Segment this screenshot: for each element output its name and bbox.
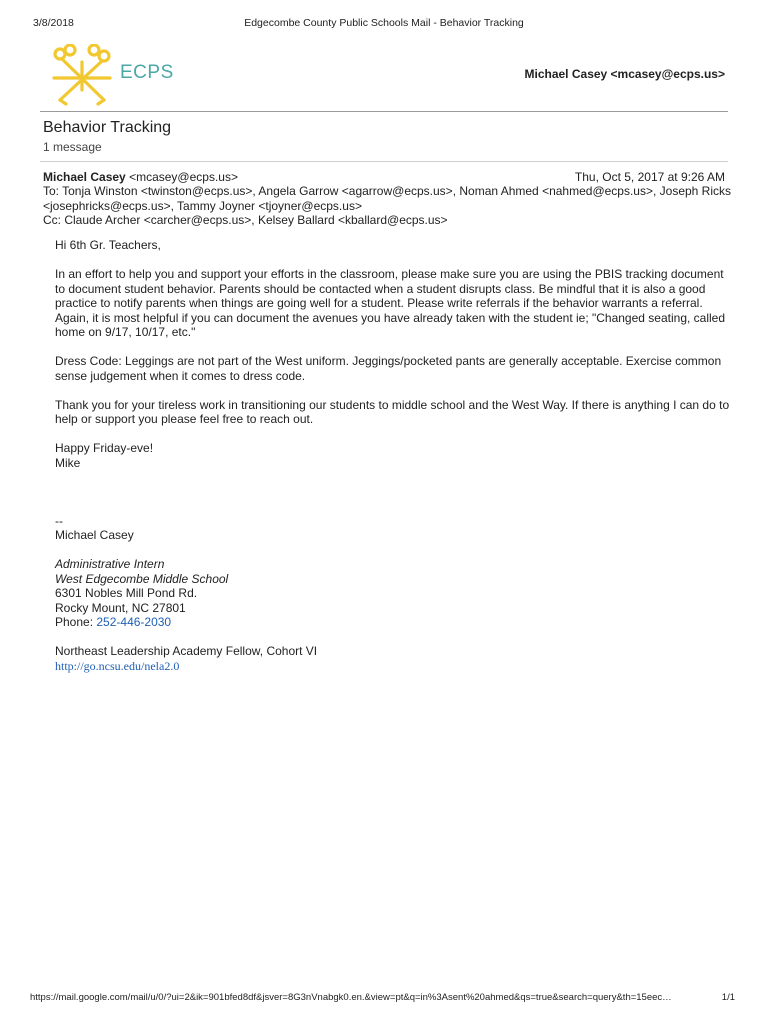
- greeting: Hi 6th Gr. Teachers,: [55, 238, 161, 252]
- thread-subject: Behavior Tracking: [43, 119, 172, 136]
- signature-school: West Edgecombe Middle School: [55, 571, 229, 586]
- nela-link[interactable]: http://go.ncsu.edu/nela2.0: [55, 658, 180, 673]
- signature-title: Administrative Intern: [55, 557, 165, 571]
- subject-divider: [40, 161, 728, 162]
- ecps-logo: [46, 44, 176, 106]
- recipients-to: To: Tonja Winston <twinston@ecps.us>, Angela Garrow <agarrow@ecps.us>, Noman Ahmed <nahmed@ecps.us>, Joseph Ricks <josephricks@ecps.us>, Tammy Joyner <tjoyner@ecps.us>: [43, 184, 732, 213]
- sender-email: <mcasey@ecps.us>: [129, 170, 238, 184]
- sign-off: Mike: [55, 455, 81, 470]
- print-title: Edgecombe County Public Schools Mail - Behavior Tracking: [244, 17, 524, 29]
- signature-address-line1: 6301 Nobles Mill Pond Rd.: [55, 586, 198, 600]
- signature-name: Michael Casey: [55, 528, 134, 542]
- signature-separator: --: [55, 513, 63, 528]
- account-identity: Michael Casey <mcasey@ecps.us>: [524, 67, 725, 81]
- paragraph-thanks: Thank you for your tireless work in transitioning our students to middle school and the West Way. If there is anything I can do to help or support you please feel free to reach out.: [55, 397, 730, 426]
- closing: Happy Friday-eve!: [55, 441, 154, 455]
- print-date: 3/8/2018: [33, 17, 74, 29]
- sender-name: Michael Casey: [43, 170, 126, 184]
- message-date: Thu, Oct 5, 2017 at 9:26 AM: [574, 170, 725, 184]
- recipients-cc: Cc: Claude Archer <carcher@ecps.us>, Kelsey Ballard <kballard@ecps.us>: [43, 213, 448, 227]
- signature-address-line2: Rocky Mount, NC 27801: [55, 600, 186, 615]
- message-count: 1 message: [43, 140, 102, 154]
- phone-label: Phone:: [55, 615, 97, 629]
- message-body: [55, 238, 735, 673]
- keys-icon: [46, 44, 118, 106]
- signature-fellowship: Northeast Leadership Academy Fellow, Cohort VI: [55, 644, 318, 658]
- header-divider: [40, 111, 728, 112]
- print-page-number: 1/1: [721, 992, 735, 1003]
- logo-text: ECPS: [120, 62, 174, 83]
- signature-phone-line: [55, 615, 735, 630]
- sender: [43, 170, 238, 184]
- paragraph-pbis: In an effort to help you and support your efforts in the classroom, please make sure you are using the PBIS tracking document to document student behavior. Parents should be contacted when a student disrupts class. Be mindful that it is also a good practice to notify parents when things are going well for a student. Please write referrals if the behavior warrants a referral. Again, it is most helpful if you can document the avenues you have already taken with the student ie; "Changed seating, called home on 9/17, 10/17, etc.": [55, 267, 726, 339]
- print-footer-url: https://mail.google.com/mail/u/0/?ui=2&ik=901bfed8df&jsver=8G3nVnabgk0.en.&view=pt&q=in%3Asent%20ahmed&qs=true&search=query&th=15eec…: [30, 992, 672, 1003]
- phone-link[interactable]: 252-446-2030: [96, 615, 172, 629]
- paragraph-dress-code: Dress Code: Leggings are not part of the West uniform. Jeggings/pocketed pants are generally acceptable. Exercise common sense judgement when it comes to dress code.: [55, 354, 722, 383]
